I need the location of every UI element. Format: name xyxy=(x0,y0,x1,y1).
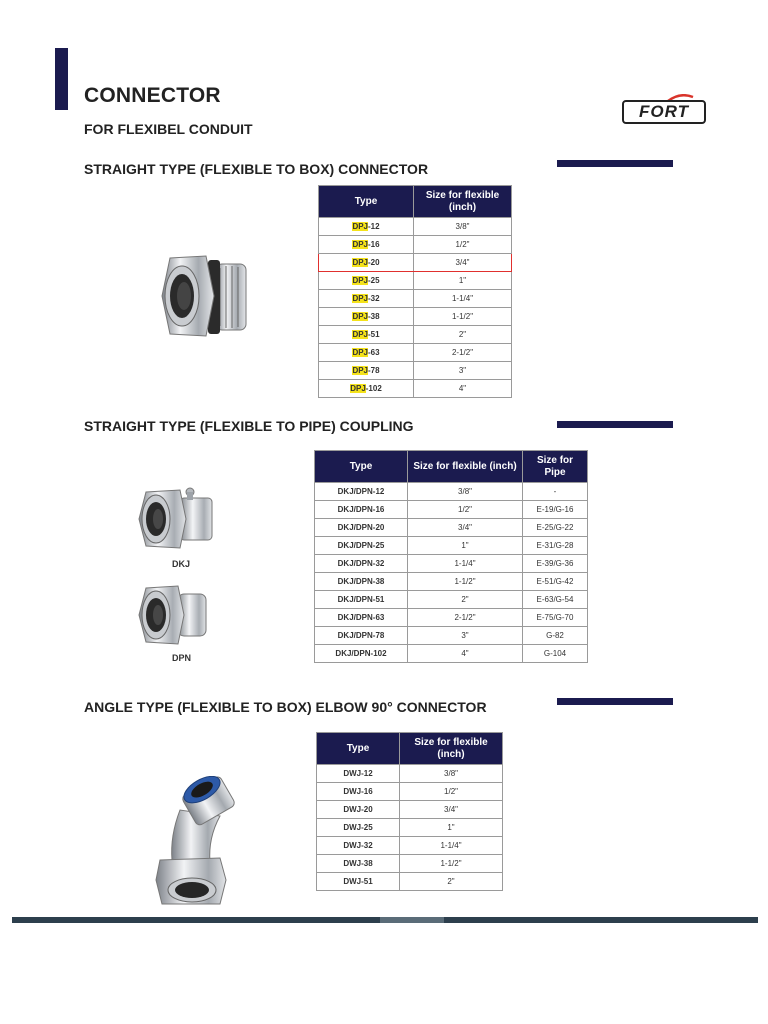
size-cell: 1/2" xyxy=(400,783,503,801)
table-row xyxy=(317,873,503,891)
table-row xyxy=(317,801,503,819)
size-cell: 2-1/2" xyxy=(414,344,512,362)
section2-title: STRAIGHT TYPE (FLEXIBLE TO PIPE) COUPLING xyxy=(84,418,414,434)
size-cell: 2" xyxy=(400,873,503,891)
table-row xyxy=(315,483,588,501)
size-cell: 2" xyxy=(414,326,512,344)
model-suffix: -20 xyxy=(368,258,380,267)
size-cell: 3/4" xyxy=(414,254,512,272)
table-row xyxy=(315,609,588,627)
table-row-outlined xyxy=(319,254,512,272)
model-suffix: -78 xyxy=(368,366,380,375)
model-prefix: DPJ xyxy=(352,330,368,339)
size-cell: 1-1/4" xyxy=(400,837,503,855)
model-cell: DKJ/DPN-20 xyxy=(315,519,408,537)
size-cell: 3/4" xyxy=(408,519,523,537)
model-cell: DKJ/DPN-25 xyxy=(315,537,408,555)
model-cell xyxy=(319,308,414,326)
model-prefix: DPJ xyxy=(352,366,368,375)
dwj-elbow-image xyxy=(150,776,242,908)
table-row xyxy=(319,236,512,254)
table-row xyxy=(317,819,503,837)
model-cell xyxy=(319,362,414,380)
table-row xyxy=(319,344,512,362)
section1-rule xyxy=(557,160,673,167)
size-cell: 1" xyxy=(408,537,523,555)
pipe-cell: E-19/G-16 xyxy=(523,501,588,519)
header-accent-bar xyxy=(55,48,68,110)
model-suffix: -63 xyxy=(368,348,380,357)
table-row xyxy=(315,537,588,555)
model-suffix: -102 xyxy=(365,384,382,393)
model-cell xyxy=(319,344,414,362)
size-cell: 4" xyxy=(414,380,512,398)
table-row xyxy=(319,290,512,308)
size-cell: 3" xyxy=(414,362,512,380)
model-prefix: DPJ xyxy=(352,276,368,285)
model-cell: DWJ-38 xyxy=(317,855,400,873)
pipe-cell: E-75/G-70 xyxy=(523,609,588,627)
model-suffix: -16 xyxy=(368,240,380,249)
section1-table xyxy=(318,185,512,398)
section2-table xyxy=(314,450,588,663)
footer-rule-segment xyxy=(380,917,444,923)
model-cell: DKJ/DPN-32 xyxy=(315,555,408,573)
dpn-label: DPN xyxy=(172,653,192,663)
size-cell: 1-1/4" xyxy=(408,555,523,573)
table-row xyxy=(319,308,512,326)
column-header-pipe: Size for Pipe xyxy=(523,451,588,483)
column-header-type: Type xyxy=(317,733,400,765)
model-cell: DWJ-32 xyxy=(317,837,400,855)
model-cell xyxy=(319,326,414,344)
model-cell: DKJ/DPN-51 xyxy=(315,591,408,609)
pipe-cell: E-31/G-28 xyxy=(523,537,588,555)
pipe-cell: E-63/G-54 xyxy=(523,591,588,609)
model-cell: DKJ/DPN-102 xyxy=(315,645,408,663)
model-cell xyxy=(319,290,414,308)
table-row xyxy=(315,573,588,591)
table-row xyxy=(319,326,512,344)
page-title: CONNECTOR xyxy=(84,84,221,107)
model-suffix: -51 xyxy=(368,330,380,339)
model-suffix: -32 xyxy=(368,294,380,303)
table-row xyxy=(315,555,588,573)
model-suffix: -25 xyxy=(368,276,380,285)
dkj-label: DKJ xyxy=(172,559,191,569)
pipe-cell: G-82 xyxy=(523,627,588,645)
size-cell: 1" xyxy=(400,819,503,837)
size-cell: 1-1/2" xyxy=(408,573,523,591)
model-cell xyxy=(319,272,414,290)
page-subtitle: FOR FLEXIBEL CONDUIT xyxy=(84,121,253,137)
model-suffix: -12 xyxy=(368,222,380,231)
section3-rule xyxy=(557,698,673,705)
pipe-cell: E-51/G-42 xyxy=(523,573,588,591)
section3-title: ANGLE TYPE (FLEXIBLE TO BOX) ELBOW 90° CONNECTOR xyxy=(84,699,487,715)
size-cell: 3/4" xyxy=(400,801,503,819)
model-suffix: -38 xyxy=(368,312,380,321)
size-cell: 1/2" xyxy=(414,236,512,254)
size-cell: 3/8" xyxy=(400,765,503,783)
table-row xyxy=(319,272,512,290)
model-cell xyxy=(319,254,414,272)
column-header-size: Size for flexible (inch) xyxy=(400,733,503,765)
column-header-size: Size for flexible (inch) xyxy=(408,451,523,483)
model-cell: DWJ-25 xyxy=(317,819,400,837)
size-cell: 1-1/4" xyxy=(414,290,512,308)
table-row xyxy=(319,218,512,236)
pipe-cell: E-39/G-36 xyxy=(523,555,588,573)
column-header-size: Size for flexible (inch) xyxy=(414,186,512,218)
model-cell xyxy=(319,218,414,236)
dpj-connector-image xyxy=(158,250,254,342)
column-header-type: Type xyxy=(319,186,414,218)
table-row xyxy=(317,765,503,783)
section2-rule xyxy=(557,421,673,428)
model-prefix: DPJ xyxy=(352,240,368,249)
model-cell: DWJ-12 xyxy=(317,765,400,783)
model-prefix: DPJ xyxy=(352,348,368,357)
size-cell: 2-1/2" xyxy=(408,609,523,627)
model-cell: DWJ-51 xyxy=(317,873,400,891)
model-cell: DWJ-20 xyxy=(317,801,400,819)
model-prefix: DPJ xyxy=(352,312,368,321)
model-prefix: DPJ xyxy=(352,222,368,231)
table-row xyxy=(315,627,588,645)
model-cell: DKJ/DPN-63 xyxy=(315,609,408,627)
size-cell: 3/8" xyxy=(414,218,512,236)
model-cell xyxy=(319,380,414,398)
table-row xyxy=(315,645,588,663)
table-row xyxy=(315,591,588,609)
model-cell: DKJ/DPN-38 xyxy=(315,573,408,591)
model-prefix: DPJ xyxy=(350,384,366,393)
pipe-cell: G-104 xyxy=(523,645,588,663)
size-cell: 1/2" xyxy=(408,501,523,519)
column-header-type: Type xyxy=(315,451,408,483)
dpn-coupling-image xyxy=(136,584,210,648)
size-cell: 4" xyxy=(408,645,523,663)
logo-text: FORT xyxy=(622,100,706,124)
fort-logo xyxy=(622,94,706,124)
table-row xyxy=(319,362,512,380)
size-cell: 1-1/2" xyxy=(414,308,512,326)
model-cell: DKJ/DPN-16 xyxy=(315,501,408,519)
size-cell: 1" xyxy=(414,272,512,290)
section1-title: STRAIGHT TYPE (FLEXIBLE TO BOX) CONNECTOR xyxy=(84,161,429,177)
pipe-cell: E-25/G-22 xyxy=(523,519,588,537)
table-row xyxy=(317,837,503,855)
model-cell: DKJ/DPN-78 xyxy=(315,627,408,645)
size-cell: 3/8" xyxy=(408,483,523,501)
size-cell: 2" xyxy=(408,591,523,609)
table-row xyxy=(317,783,503,801)
model-cell: DKJ/DPN-12 xyxy=(315,483,408,501)
size-cell: 3" xyxy=(408,627,523,645)
table-row xyxy=(315,519,588,537)
pipe-cell: - xyxy=(523,483,588,501)
model-prefix: DPJ xyxy=(352,294,368,303)
model-prefix: DPJ xyxy=(352,258,368,267)
table-row xyxy=(315,501,588,519)
size-cell: 1-1/2" xyxy=(400,855,503,873)
dkj-coupling-image xyxy=(136,486,216,554)
table-row xyxy=(319,380,512,398)
section3-table xyxy=(316,732,503,891)
table-row xyxy=(317,855,503,873)
model-cell: DWJ-16 xyxy=(317,783,400,801)
model-cell xyxy=(319,236,414,254)
